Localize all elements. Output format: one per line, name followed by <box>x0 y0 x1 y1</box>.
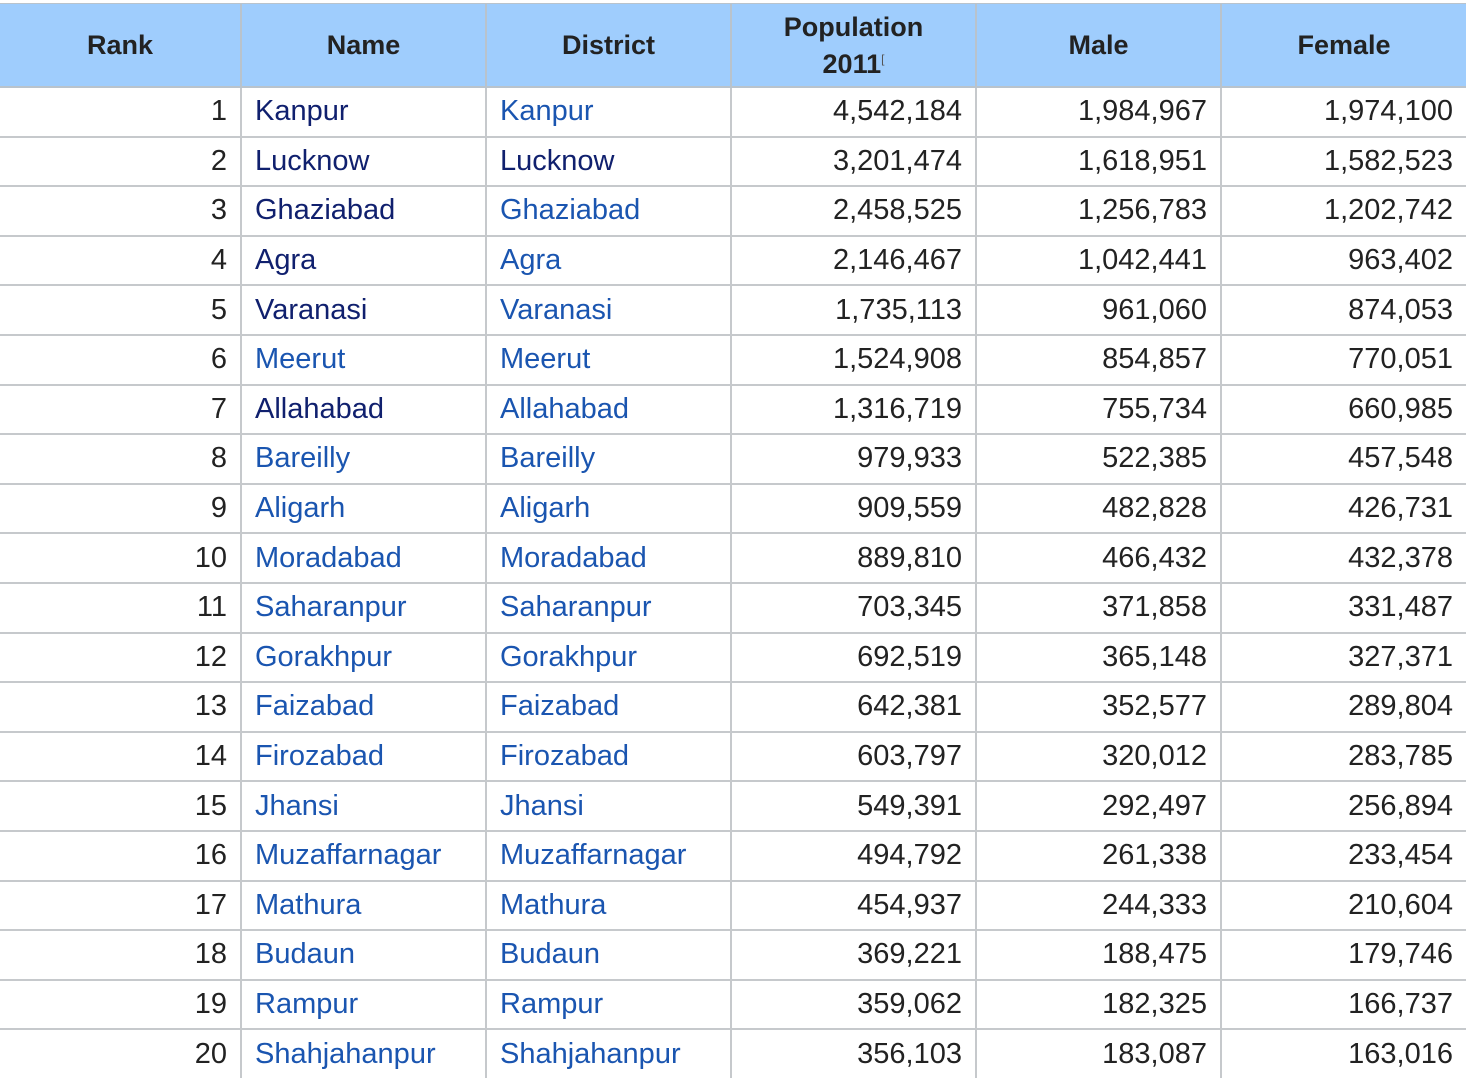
district-link[interactable]: Muzaffarnagar <box>486 831 731 881</box>
female-cell: 233,454 <box>1221 831 1466 881</box>
table-row <box>0 137 1466 187</box>
district-link[interactable]: Gorakhpur <box>486 633 731 683</box>
rank-cell: 5 <box>0 285 241 335</box>
city-name-link[interactable]: Allahabad <box>241 385 486 435</box>
district-link[interactable]: Budaun <box>486 930 731 980</box>
district-link[interactable]: Moradabad <box>486 533 731 583</box>
population-cell: 2,458,525 <box>731 186 976 236</box>
rank-cell: 14 <box>0 732 241 782</box>
female-cell: 1,974,100 <box>1221 87 1466 137</box>
city-name-link[interactable]: Agra <box>241 236 486 286</box>
header-female[interactable]: Female <box>1221 4 1466 88</box>
population-cell: 356,103 <box>731 1029 976 1078</box>
female-cell: 963,402 <box>1221 236 1466 286</box>
rank-cell: 8 <box>0 434 241 484</box>
population-cell: 494,792 <box>731 831 976 881</box>
rank-cell: 12 <box>0 633 241 683</box>
table-row <box>0 186 1466 236</box>
rank-cell: 20 <box>0 1029 241 1078</box>
city-name-link[interactable]: Aligarh <box>241 484 486 534</box>
table-row <box>0 87 1466 137</box>
female-cell: 432,378 <box>1221 533 1466 583</box>
female-cell: 283,785 <box>1221 732 1466 782</box>
female-cell: 426,731 <box>1221 484 1466 534</box>
rank-cell: 11 <box>0 583 241 633</box>
population-cell: 2,146,467 <box>731 236 976 286</box>
table-row <box>0 335 1466 385</box>
table-row <box>0 583 1466 633</box>
table-row <box>0 1029 1466 1078</box>
table-row <box>0 236 1466 286</box>
rank-cell: 4 <box>0 236 241 286</box>
city-name-link[interactable]: Faizabad <box>241 682 486 732</box>
male-cell: 365,148 <box>976 633 1221 683</box>
district-link[interactable]: Bareilly <box>486 434 731 484</box>
female-cell: 1,202,742 <box>1221 186 1466 236</box>
city-name-link[interactable]: Saharanpur <box>241 583 486 633</box>
female-cell: 331,487 <box>1221 583 1466 633</box>
population-cell: 369,221 <box>731 930 976 980</box>
rank-cell: 15 <box>0 781 241 831</box>
table-row <box>0 484 1466 534</box>
male-cell: 261,338 <box>976 831 1221 881</box>
table-row <box>0 533 1466 583</box>
table-row <box>0 831 1466 881</box>
male-cell: 1,984,967 <box>976 87 1221 137</box>
population-cell: 1,735,113 <box>731 285 976 335</box>
city-population-table <box>0 3 1466 1078</box>
population-cell: 454,937 <box>731 881 976 931</box>
male-cell: 188,475 <box>976 930 1221 980</box>
population-cell: 1,524,908 <box>731 335 976 385</box>
city-name-link[interactable]: Varanasi <box>241 285 486 335</box>
population-cell: 909,559 <box>731 484 976 534</box>
population-cell: 4,542,184 <box>731 87 976 137</box>
district-link[interactable]: Varanasi <box>486 285 731 335</box>
district-link[interactable]: Jhansi <box>486 781 731 831</box>
female-cell: 210,604 <box>1221 881 1466 931</box>
population-cell: 549,391 <box>731 781 976 831</box>
header-population[interactable] <box>731 4 976 88</box>
population-cell: 889,810 <box>731 533 976 583</box>
table-row <box>0 385 1466 435</box>
rank-cell: 3 <box>0 186 241 236</box>
female-cell: 1,582,523 <box>1221 137 1466 187</box>
population-cell: 692,519 <box>731 633 976 683</box>
table-row <box>0 980 1466 1030</box>
male-cell: 182,325 <box>976 980 1221 1030</box>
table-row <box>0 781 1466 831</box>
city-name-link[interactable]: Ghaziabad <box>241 186 486 236</box>
male-cell: 352,577 <box>976 682 1221 732</box>
table-row <box>0 732 1466 782</box>
city-name-link[interactable]: Jhansi <box>241 781 486 831</box>
male-cell: 292,497 <box>976 781 1221 831</box>
rank-cell: 13 <box>0 682 241 732</box>
male-cell: 466,432 <box>976 533 1221 583</box>
city-name-link[interactable]: Shahjahanpur <box>241 1029 486 1078</box>
district-link[interactable]: Aligarh <box>486 484 731 534</box>
female-cell: 166,737 <box>1221 980 1466 1030</box>
rank-cell: 6 <box>0 335 241 385</box>
district-link[interactable]: Shahjahanpur <box>486 1029 731 1078</box>
population-cell: 642,381 <box>731 682 976 732</box>
rank-cell: 18 <box>0 930 241 980</box>
city-name-link[interactable]: Kanpur <box>241 87 486 137</box>
district-link[interactable]: Mathura <box>486 881 731 931</box>
male-cell: 755,734 <box>976 385 1221 435</box>
city-name-link[interactable]: Budaun <box>241 930 486 980</box>
female-cell: 660,985 <box>1221 385 1466 435</box>
city-name-link[interactable]: Gorakhpur <box>241 633 486 683</box>
table-header <box>0 4 1466 88</box>
district-link[interactable]: Agra <box>486 236 731 286</box>
male-cell: 482,828 <box>976 484 1221 534</box>
rank-cell: 16 <box>0 831 241 881</box>
table-row <box>0 434 1466 484</box>
table-row <box>0 633 1466 683</box>
reference-link[interactable]: [ <box>881 51 885 66</box>
rank-cell: 17 <box>0 881 241 931</box>
district-link[interactable]: Allahabad <box>486 385 731 435</box>
female-cell: 179,746 <box>1221 930 1466 980</box>
rank-cell: 19 <box>0 980 241 1030</box>
header-rank[interactable]: Rank <box>0 4 241 88</box>
district-link[interactable]: Meerut <box>486 335 731 385</box>
city-name-link[interactable]: Lucknow <box>241 137 486 187</box>
population-cell: 3,201,474 <box>731 137 976 187</box>
rank-cell: 7 <box>0 385 241 435</box>
district-link[interactable]: Firozabad <box>486 732 731 782</box>
table-row <box>0 881 1466 931</box>
district-link[interactable]: Ghaziabad <box>486 186 731 236</box>
header-district[interactable]: District <box>486 4 731 88</box>
city-name-link[interactable]: Moradabad <box>241 533 486 583</box>
city-name-link[interactable]: Meerut <box>241 335 486 385</box>
district-link[interactable]: Faizabad <box>486 682 731 732</box>
male-cell: 1,042,441 <box>976 236 1221 286</box>
district-link[interactable]: Saharanpur <box>486 583 731 633</box>
city-name-link[interactable]: Muzaffarnagar <box>241 831 486 881</box>
table-body <box>0 87 1466 1078</box>
rank-cell: 9 <box>0 484 241 534</box>
male-cell: 961,060 <box>976 285 1221 335</box>
table-row <box>0 930 1466 980</box>
population-cell: 1,316,719 <box>731 385 976 435</box>
female-cell: 327,371 <box>1221 633 1466 683</box>
male-cell: 371,858 <box>976 583 1221 633</box>
male-cell: 854,857 <box>976 335 1221 385</box>
city-name-link[interactable]: Rampur <box>241 980 486 1030</box>
table-row <box>0 285 1466 335</box>
rank-cell: 2 <box>0 137 241 187</box>
population-cell: 979,933 <box>731 434 976 484</box>
district-link[interactable]: Rampur <box>486 980 731 1030</box>
city-name-link[interactable]: Firozabad <box>241 732 486 782</box>
female-cell: 256,894 <box>1221 781 1466 831</box>
female-cell: 457,548 <box>1221 434 1466 484</box>
header-name[interactable]: Name <box>241 4 486 88</box>
male-cell: 522,385 <box>976 434 1221 484</box>
male-cell: 1,256,783 <box>976 186 1221 236</box>
population-cell: 703,345 <box>731 583 976 633</box>
header-male[interactable]: Male <box>976 4 1221 88</box>
district-link[interactable]: Kanpur <box>486 87 731 137</box>
male-cell: 320,012 <box>976 732 1221 782</box>
female-cell: 874,053 <box>1221 285 1466 335</box>
table-row <box>0 682 1466 732</box>
rank-cell: 10 <box>0 533 241 583</box>
population-cell: 603,797 <box>731 732 976 782</box>
male-cell: 244,333 <box>976 881 1221 931</box>
header-population-line2: 2011 <box>822 48 882 79</box>
header-population-line1: Population <box>783 11 924 42</box>
population-cell: 359,062 <box>731 980 976 1030</box>
header-row <box>0 4 1466 88</box>
district-link[interactable]: Lucknow <box>486 137 731 187</box>
female-cell: 770,051 <box>1221 335 1466 385</box>
male-cell: 1,618,951 <box>976 137 1221 187</box>
city-name-link[interactable]: Bareilly <box>241 434 486 484</box>
female-cell: 289,804 <box>1221 682 1466 732</box>
rank-cell: 1 <box>0 87 241 137</box>
city-name-link[interactable]: Mathura <box>241 881 486 931</box>
female-cell: 163,016 <box>1221 1029 1466 1078</box>
male-cell: 183,087 <box>976 1029 1221 1078</box>
